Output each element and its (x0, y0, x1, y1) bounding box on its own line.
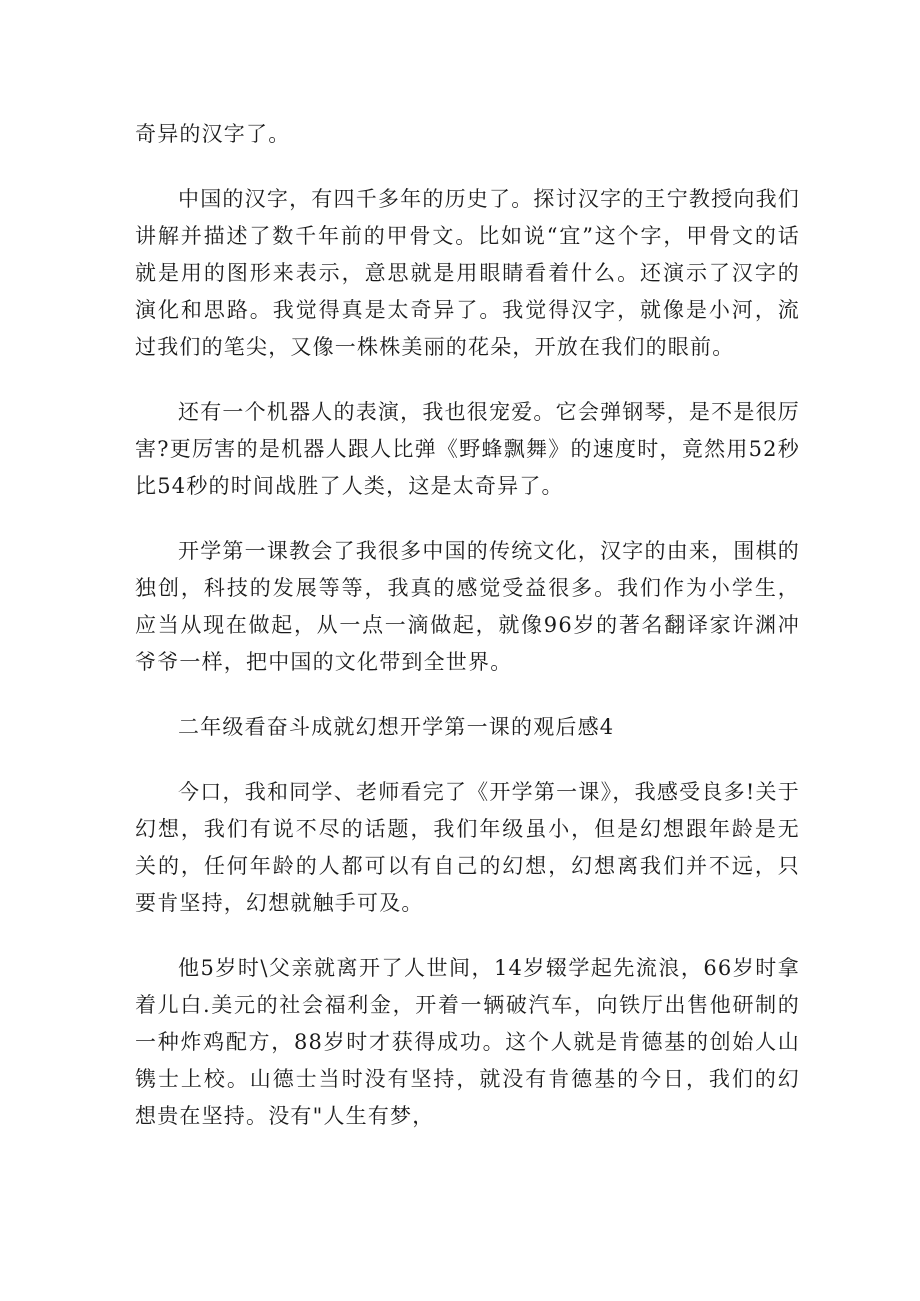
paragraph-gap (135, 746, 800, 774)
paragraph-gap (135, 153, 800, 181)
paragraph-gap (135, 681, 800, 709)
paragraph-traditional-culture: 开学第一课教会了我很多中国的传统文化，汉字的由来，围棋的独创，科技的发展等等，我真的感觉受益很多。我们作为小学生，应当从现在做起，从一点一滴做起，就像96岁的著名翻译家许渊冲爷爷一样，把中国的文化带到全世界。 (135, 539, 800, 674)
paragraph-robot-performance: 还有一个机器人的表演，我也很宠爱。它会弹钢琴，是不是很厉害?更厉害的是机器人跟人比弹《野蜂飘舞》的速度时，竟然用52秒比54秒的时间战胜了人类，这是太奇异了。 (135, 400, 800, 498)
paragraph-continuation: 奇异的汉字了。 (135, 122, 291, 146)
paragraph-dreams: 今口，我和同学、老师看完了《开学第一课》，我感受良多!关于幻想，我们有说不尽的话题，我们年级虽小，但是幻想跟年龄是无关的，任何年龄的人都可以有自己的幻想，幻想离我们并不远，只要肯坚持，幻想就触手可及。 (135, 780, 800, 915)
paragraph-gap (135, 366, 800, 394)
paragraph-kfc-story: 他5岁时\父亲就离开了人世间，14岁辍学起先流浪，66岁时拿着儿白.美元的社会福利金，开着一辆破汽车，向铁厅出售他研制的一种炸鸡配方，88岁时才获得成功。这个人就是肯德基的创始人山镌士上校。山德士当时没有坚持，就没有肯德基的今日，我们的幻想贵在坚持。没有"人生有梦， (135, 956, 800, 1128)
section-heading: 二年级看奋斗成就幻想开学第一课的观后感4 (178, 715, 615, 739)
paragraph-gap (135, 505, 800, 533)
paragraph-gap (135, 922, 800, 950)
paragraph-chinese-characters: 中国的汉字，有四千多年的历史了。探讨汉字的王宁教授向我们讲解并描述了数千年前的甲骨文。比如说“宜”这个字，甲骨文的话就是用的图形来表示，意思就是用眼睛看着什么。还演示了汉字的演化和思路。我觉得真是太奇异了。我觉得汉字，就像是小河，流过我们的笔尖，又像一株株美丽的花朵，开放在我们的眼前。 (135, 187, 800, 359)
